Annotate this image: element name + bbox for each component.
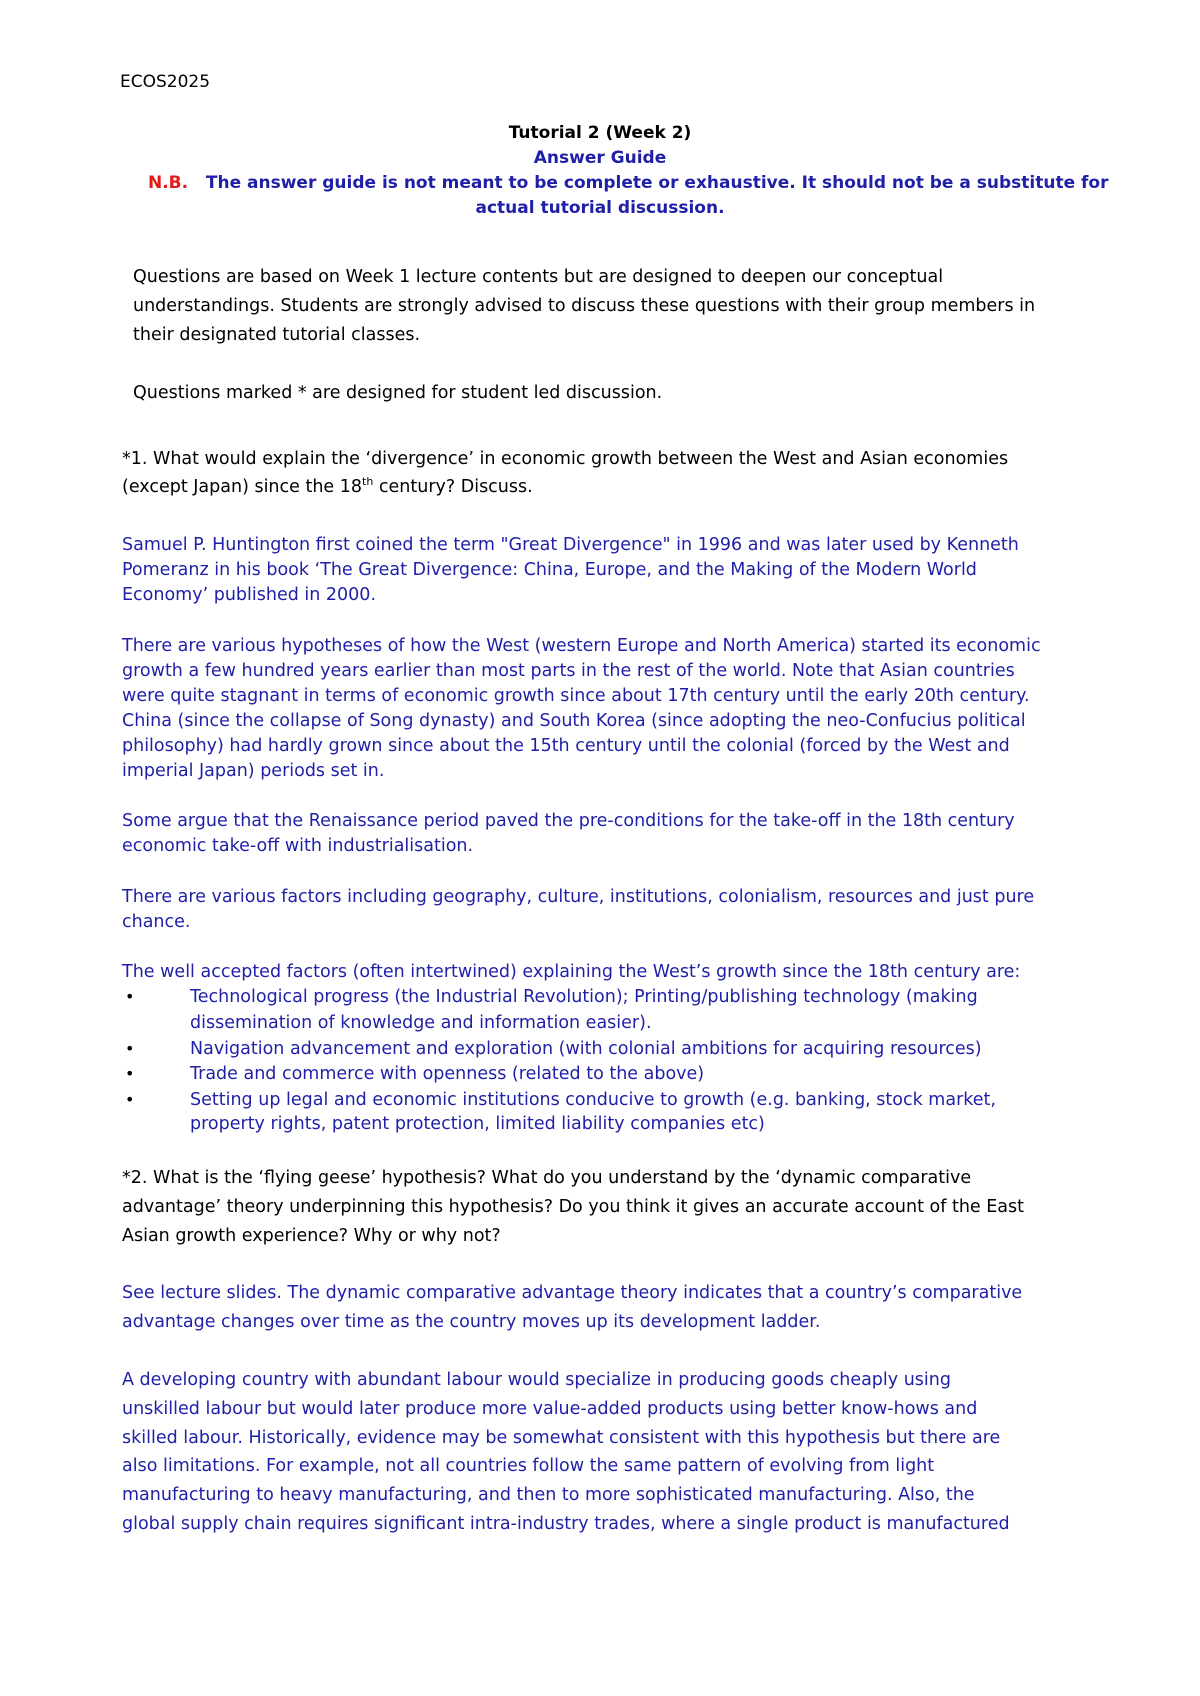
bullet-item: property rights, patent protection, limited liability companies etc) bbox=[190, 1114, 765, 1134]
answer-line: global supply chain requires significant intra-industry trades, where a single product is manufactured bbox=[122, 1514, 1010, 1534]
nb-text: The answer guide is not meant to be complete or exhaustive. It should not be a substitute for bbox=[205, 173, 1109, 193]
answer-line: also limitations. For example, not all countries follow the same pattern of evolving from light bbox=[122, 1456, 935, 1476]
answer-line: were quite stagnant in terms of economic growth since about 17th century until the early 20th century. bbox=[122, 686, 1030, 706]
answer-line: Economy’ published in 2000. bbox=[122, 585, 377, 605]
answer-line: economic take-off with industrialisation. bbox=[122, 836, 474, 856]
question-1-line: *1. What would explain the ‘divergence’ in economic growth between the West and Asian economies bbox=[122, 449, 1009, 469]
bullet: • bbox=[125, 1039, 135, 1058]
answer-line: A developing country with abundant labour would specialize in producing goods cheaply using bbox=[122, 1370, 951, 1390]
answer-line: China (since the collapse of Song dynasty) and South Korea (since adopting the neo-Confucius political bbox=[122, 711, 1026, 731]
answer-line: Samuel P. Huntington first coined the term "Great Divergence" in 1996 and was later used by Kenneth bbox=[122, 535, 1019, 555]
nb-note-line-2: actual tutorial discussion. bbox=[475, 198, 725, 218]
answer-line: philosophy) had hardly grown since about the 15th century until the colonial (forced by the West and bbox=[122, 736, 1010, 756]
intro-note: Questions marked * are designed for student led discussion. bbox=[133, 383, 663, 403]
bullet-item: dissemination of knowledge and information easier). bbox=[190, 1013, 652, 1033]
bullet: • bbox=[125, 1064, 135, 1083]
bullet: • bbox=[125, 987, 135, 1006]
nb-label: N.B. bbox=[148, 173, 189, 193]
superscript: th bbox=[362, 475, 374, 489]
bullet-item: Trade and commerce with openness (related to the above) bbox=[190, 1064, 705, 1084]
answer-line: imperial Japan) periods set in. bbox=[122, 761, 385, 781]
question-1-line bbox=[122, 477, 533, 497]
question-2-line: Asian growth experience? Why or why not? bbox=[122, 1226, 501, 1246]
intro-line: understandings. Students are strongly advised to discuss these questions with their group members in bbox=[133, 296, 1036, 316]
question-1-text: century? Discuss. bbox=[373, 477, 533, 497]
answer-line: There are various factors including geography, culture, institutions, colonialism, resources and just pure bbox=[122, 887, 1035, 907]
answer-line: Pomeranz in his book ‘The Great Divergence: China, Europe, and the Making of the Modern World bbox=[122, 560, 977, 580]
answer-line: advantage changes over time as the country moves up its development ladder. bbox=[122, 1312, 821, 1332]
answer-line: manufacturing to heavy manufacturing, and then to more sophisticated manufacturing. Also, the bbox=[122, 1485, 975, 1505]
bullet-item: Technological progress (the Industrial Revolution); Printing/publishing technology (making bbox=[190, 987, 978, 1007]
intro-line: Questions are based on Week 1 lecture contents but are designed to deepen our conceptual bbox=[133, 267, 944, 287]
tutorial-title: Tutorial 2 (Week 2) bbox=[508, 123, 692, 143]
answer-guide-heading: Answer Guide bbox=[533, 148, 667, 168]
answer-line: skilled labour. Historically, evidence may be somewhat consistent with this hypothesis but there are bbox=[122, 1428, 1001, 1448]
answer-line: There are various hypotheses of how the West (western Europe and North America) started its economic bbox=[122, 636, 1041, 656]
question-1-text: (except Japan) since the 18 bbox=[122, 477, 363, 497]
bullet: • bbox=[125, 1090, 135, 1109]
answer-line: growth a few hundred years earlier than most parts in the rest of the world. Note that Asian countries bbox=[122, 661, 1015, 681]
course-code: ECOS2025 bbox=[120, 72, 211, 92]
nb-note-line-1 bbox=[148, 173, 1109, 193]
question-2-line: advantage’ theory underpinning this hypothesis? Do you think it gives an accurate account of the East bbox=[122, 1197, 1025, 1217]
bullet-item: Navigation advancement and exploration (with colonial ambitions for acquiring resources) bbox=[190, 1039, 982, 1059]
bullet-item: Setting up legal and economic institutions conducive to growth (e.g. banking, stock market, bbox=[190, 1090, 996, 1110]
answer-line: The well accepted factors (often intertwined) explaining the West’s growth since the 18th century are: bbox=[122, 962, 1021, 982]
question-2-line: *2. What is the ‘flying geese’ hypothesis? What do you understand by the ‘dynamic comparative bbox=[122, 1168, 972, 1188]
answer-line: unskilled labour but would later produce more value-added products using better know-hows and bbox=[122, 1399, 978, 1419]
answer-line: Some argue that the Renaissance period paved the pre-conditions for the take-off in the 18th century bbox=[122, 811, 1015, 831]
intro-line: their designated tutorial classes. bbox=[133, 325, 421, 345]
answer-line: See lecture slides. The dynamic comparative advantage theory indicates that a country’s comparative bbox=[122, 1283, 1023, 1303]
answer-line: chance. bbox=[122, 912, 191, 932]
